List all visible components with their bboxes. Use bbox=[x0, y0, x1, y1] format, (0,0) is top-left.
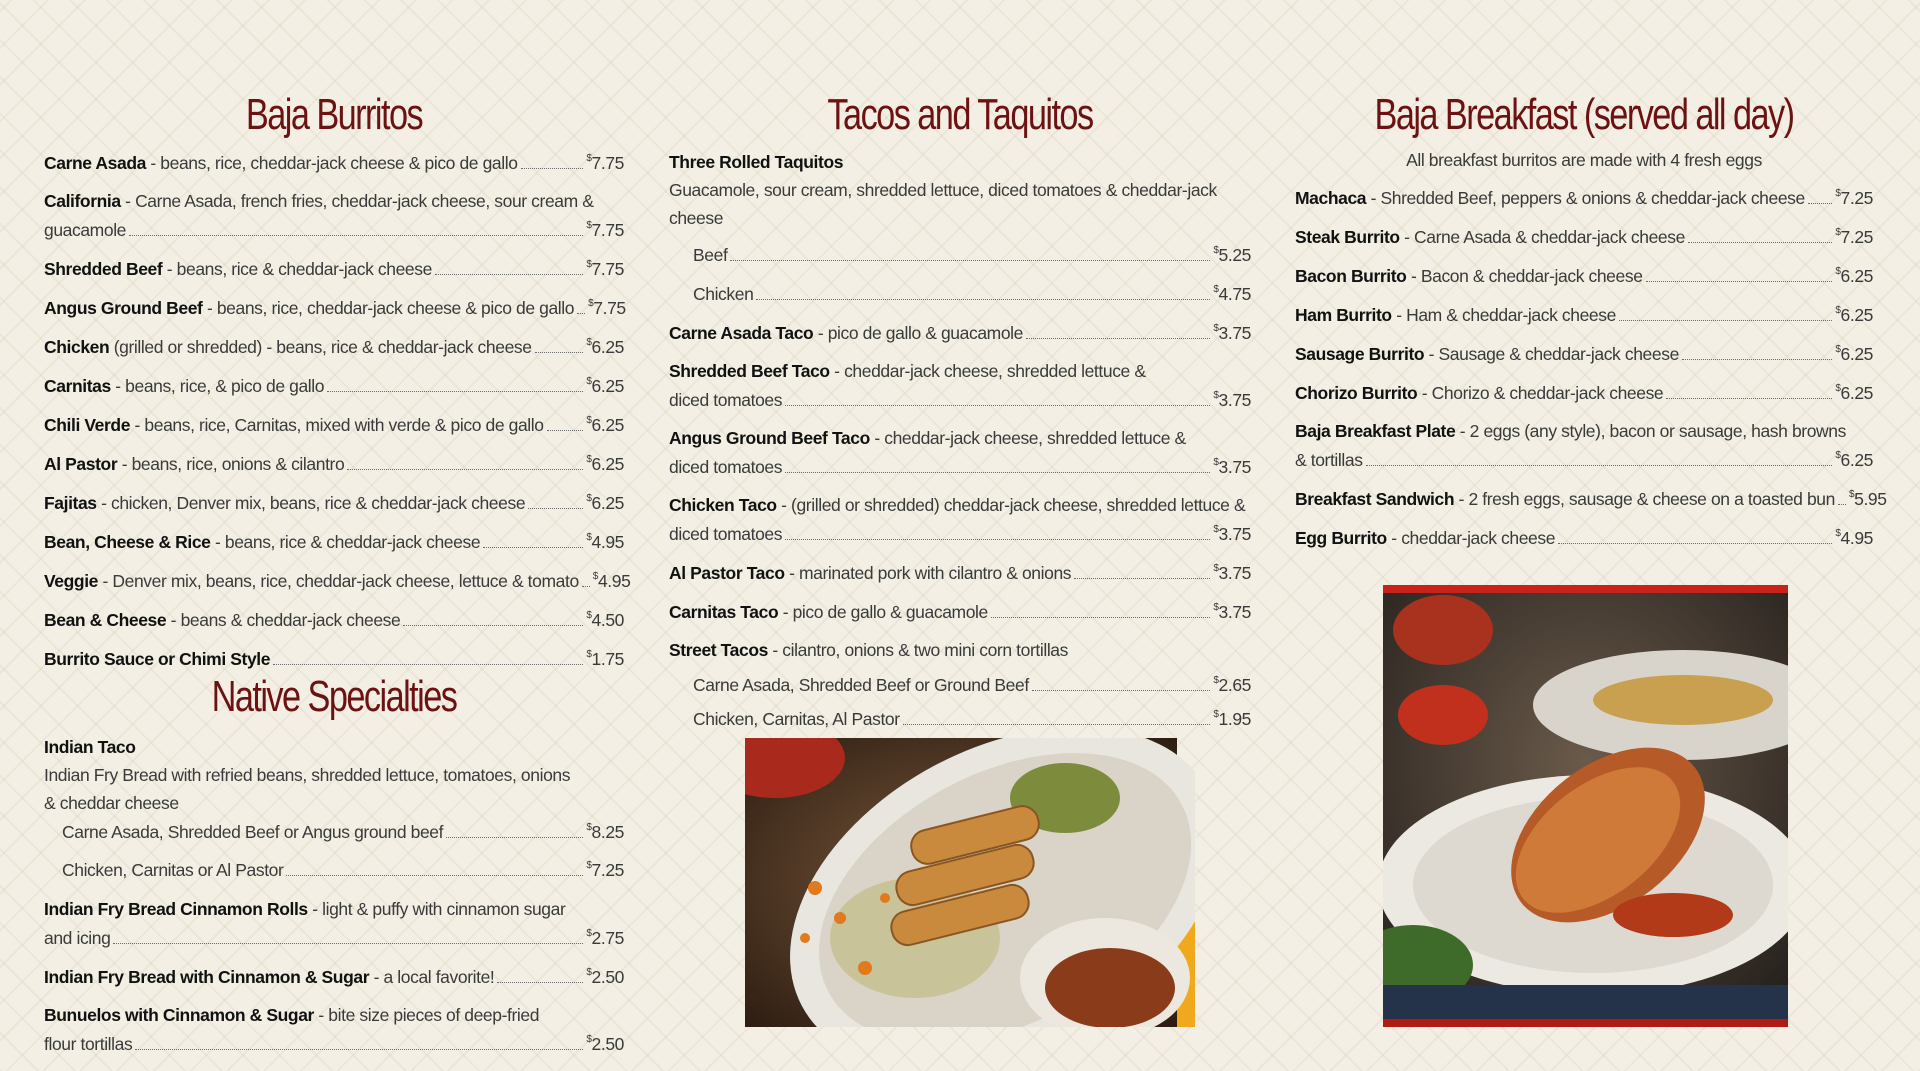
native-list bbox=[44, 733, 624, 1068]
california-price-row: guacamole $7.75 bbox=[44, 220, 624, 240]
shredded-beef-taco-price-row: diced tomatoes $3.75 bbox=[669, 390, 1251, 410]
street-tacos-option: Chicken, Carnitas, Al Pastor $1.95 bbox=[693, 709, 1251, 729]
al-pastor-taco-item: Al Pastor Taco - marinated pork with cilantro & onions $3.75 bbox=[669, 563, 1251, 583]
carne-asada-taco-item: Carne Asada Taco - pico de gallo & guacamole $3.75 bbox=[669, 323, 1251, 343]
burritos-title: Baja Burritos bbox=[245, 90, 423, 139]
shredded-beef-item: Shredded Beef - beans, rice & cheddar-jack cheese $7.75 bbox=[44, 259, 624, 279]
sausage-burrito-item: Sausage Burrito - Sausage & cheddar-jack cheese $6.25 bbox=[1295, 344, 1873, 364]
cinnamon-rolls-price-row: and icing $2.75 bbox=[44, 928, 624, 948]
carne-asada-item: Carne Asada - beans, rice, cheddar-jack cheese & pico de gallo $7.75 bbox=[44, 153, 624, 173]
chicken-taco-item: Chicken Taco - (grilled or shredded) cheddar-jack cheese, shredded lettuce & bbox=[669, 495, 1246, 515]
shredded-beef-taco-item: Shredded Beef Taco - cheddar-jack cheese, shredded lettuce & bbox=[669, 361, 1146, 381]
angus-taco-price-row: diced tomatoes $3.75 bbox=[669, 457, 1251, 477]
chili-verde-item: Chili Verde - beans, rice, Carnitas, mixed with verde & pico de gallo $6.25 bbox=[44, 415, 624, 435]
indian-taco-desc: Indian Fry Bread with refried beans, shredded lettuce, tomatoes, onions bbox=[44, 765, 571, 785]
california-item: California - Carne Asada, french fries, cheddar-jack cheese, sour cream & bbox=[44, 191, 594, 211]
bean-cheese-rice-item: Bean, Cheese & Rice - beans, rice & cheddar-jack cheese $4.95 bbox=[44, 532, 624, 552]
burrito-photo bbox=[1383, 585, 1788, 1027]
breakfast-title: Baja Breakfast (served all day) bbox=[1374, 90, 1794, 139]
taquitos-option: Beef $5.25 bbox=[693, 245, 1251, 265]
chorizo-burrito-item: Chorizo Burrito - Chorizo & cheddar-jack cheese $6.25 bbox=[1295, 383, 1873, 403]
tacos-list bbox=[669, 148, 1251, 743]
carnitas-item: Carnitas - beans, rice, & pico de gallo $6.25 bbox=[44, 376, 624, 396]
indian-taco-desc-2: & cheddar cheese bbox=[44, 793, 179, 813]
baja-breakfast-plate-item: Baja Breakfast Plate - 2 eggs (any style), bacon or sausage, hash browns bbox=[1295, 421, 1846, 441]
tacos-title: Tacos and Taquitos bbox=[827, 90, 1093, 139]
indian-taco-option: Carne Asada, Shredded Beef or Angus ground beef $8.25 bbox=[62, 822, 624, 842]
native-title: Native Specialties bbox=[211, 672, 457, 721]
taquitos-desc: Guacamole, sour cream, shredded lettuce, diced tomatoes & cheddar-jack bbox=[669, 180, 1217, 200]
chicken-item: Chicken (grilled or shredded) - beans, rice & cheddar-jack cheese $6.25 bbox=[44, 337, 624, 357]
taquitos-name: Three Rolled Taquitos bbox=[669, 152, 844, 172]
egg-burrito-item: Egg Burrito - cheddar-jack cheese $4.95 bbox=[1295, 528, 1873, 548]
taquitos-desc-2: cheese bbox=[669, 208, 724, 228]
taquitos-option: Chicken $4.75 bbox=[693, 284, 1251, 304]
taquitos-photo bbox=[745, 738, 1195, 1027]
veggie-item: Veggie - Denver mix, beans, rice, cheddar-jack cheese, lettuce & tomato $4.95 bbox=[44, 571, 631, 591]
bean-cheese-item: Bean & Cheese - beans & cheddar-jack cheese $4.50 bbox=[44, 610, 624, 630]
breakfast-list bbox=[1295, 183, 1887, 562]
angus-taco-item: Angus Ground Beef Taco - cheddar-jack cheese, shredded lettuce & bbox=[669, 428, 1186, 448]
fry-bread-sugar-item: Indian Fry Bread with Cinnamon & Sugar - a local favorite! $2.50 bbox=[44, 967, 624, 987]
breakfast-note: All breakfast burritos are made with 4 fresh eggs bbox=[1406, 150, 1762, 170]
fajitas-item: Fajitas - chicken, Denver mix, beans, rice & cheddar-jack cheese $6.25 bbox=[44, 493, 624, 513]
indian-taco-option: Chicken, Carnitas or Al Pastor $7.25 bbox=[62, 860, 624, 880]
carnitas-taco-item: Carnitas Taco - pico de gallo & guacamole $3.75 bbox=[669, 602, 1251, 622]
bunuelos-price-row: flour tortillas $2.50 bbox=[44, 1034, 624, 1054]
bacon-burrito-item: Bacon Burrito - Bacon & cheddar-jack cheese $6.25 bbox=[1295, 266, 1873, 286]
breakfast-sandwich-item: Breakfast Sandwich - 2 fresh eggs, sausage & cheese on a toasted bun $5.95 bbox=[1295, 489, 1887, 509]
indian-taco-name: Indian Taco bbox=[44, 737, 136, 757]
street-tacos-option: Carne Asada, Shredded Beef or Ground Beef $2.65 bbox=[693, 675, 1251, 695]
machaca-item: Machaca - Shredded Beef, peppers & onions & cheddar-jack cheese $7.25 bbox=[1295, 188, 1873, 208]
steak-burrito-item: Steak Burrito - Carne Asada & cheddar-jack cheese $7.25 bbox=[1295, 227, 1873, 247]
al-pastor-item: Al Pastor - beans, rice, onions & cilantro $6.25 bbox=[44, 454, 624, 474]
burrito-sauce-or-chimi-style-item: Burrito Sauce or Chimi Style $1.75 bbox=[44, 649, 624, 669]
ham-burrito-item: Ham Burrito - Ham & cheddar-jack cheese $6.25 bbox=[1295, 305, 1873, 325]
street-tacos-item: Street Tacos - cilantro, onions & two mini corn tortillas bbox=[669, 640, 1068, 660]
bunuelos-item: Bunuelos with Cinnamon & Sugar - bite size pieces of deep-fried bbox=[44, 1005, 540, 1025]
angus-ground-beef-item: Angus Ground Beef - beans, rice, cheddar-jack cheese & pico de gallo $7.75 bbox=[44, 298, 626, 318]
baja-breakfast-plate-price-row: & tortillas $6.25 bbox=[1295, 450, 1873, 470]
cinnamon-rolls-item: Indian Fry Bread Cinnamon Rolls - light & puffy with cinnamon sugar bbox=[44, 899, 566, 919]
chicken-taco-price-row: diced tomatoes $3.75 bbox=[669, 524, 1251, 544]
burritos-list bbox=[44, 148, 631, 683]
